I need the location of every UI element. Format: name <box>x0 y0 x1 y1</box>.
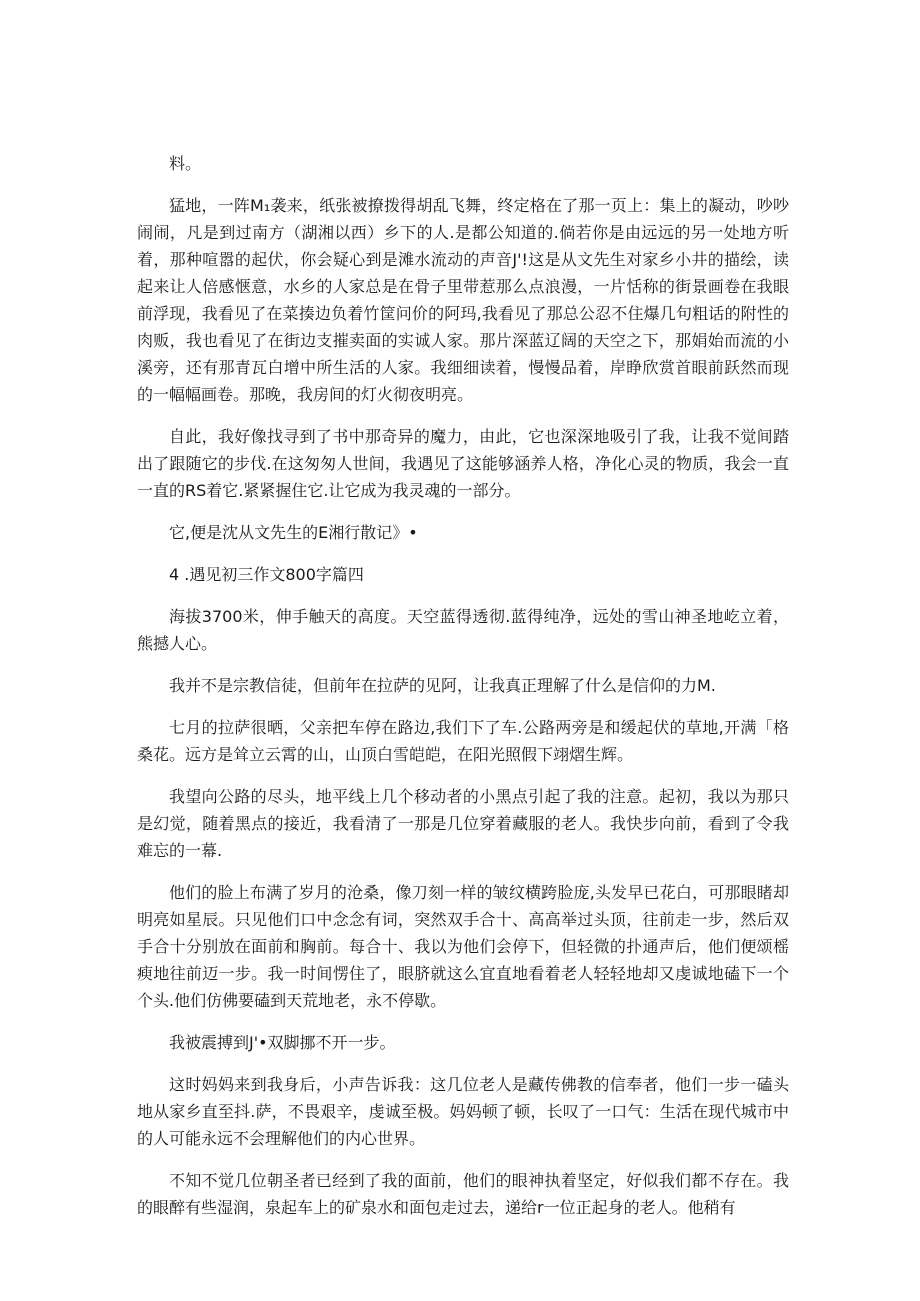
document-page <box>137 150 789 1236</box>
section-heading: 4 .遇见初三作文800字篇四 <box>169 565 364 584</box>
paragraph-book-title: 它,便是沈从文先生的E湘行散记》• <box>169 523 418 542</box>
paragraph-continuation: 料。 <box>169 154 202 173</box>
paragraph-old-faces: 他们的脸上布满了岁月的沧桑，像刀刻一样的皱纹横跨脸庞,头发早已花白，可那眼睹却明亮如星辰。只见他们口中念念有词，突然双手合十、高高举过头顶，往前走一步，然后双手合十分别放在面前和胸前。每合十、我以为他们会停下，但轻微的扑通声后，他们便颂榣瘐地往前迈一步。我一时间愣住了，眼脐就这么宜直地看着老人轻轻地却又虔诚地磕下一个个头.他们仿佛要磕到天荒地老，永不停歇。 <box>137 883 789 1010</box>
paragraph-wind-scene: 猛地，一阵M₁袭来，纸张被撩拨得胡乱飞舞，终定格在了那一页上：集上的凝动，吵吵闹闹，凡是到过南方（湖湘以西）乡下的人.是都公知道的.倘若你是由远远的另一处地方听着，那种喧嚣的起伏，你会疑心到是滩水流动的声音J'!这是从文先生对家乡小井的描绘，读起来让人倍感惬意，水乡的人家总是在骨子里带惹那么点浪漫，一片恬称的街景画卷在我眼前浮现，我看见了在菜揍边负着竹筐问价的阿玛,我看见了那总公忍不住爆几句粗话的附性的肉贩，我也看见了在街边支摧卖面的实诚人家。那片深蓝辽阔的天空之下，那娟始而流的小溪旁，还有那青瓦白增中所生活的人家。我细细读着，慢慢品着，岸睁欣赏首眼前跃然而现的一幅幅画卷。那晚，我房间的灯火彻夜明亮。 <box>137 196 789 404</box>
paragraph-shocked: 我被震搏到J'•双脚挪不开一步。 <box>169 1033 396 1052</box>
paragraph-mother-explains: 这时妈妈来到我身后，小声告诉我：这几位老人是藏传佛教的信奉者，他们一步一磕头地从家乡直至抖.萨，不畏艰辛，虔诚至极。妈妈顿了顿，长叹了一口气：生活在现代城市中的人可能永远不会理解他们的内心世界。 <box>137 1075 789 1148</box>
paragraph-road-end: 我望向公路的尽头，地平线上几个移动者的小黑点引起了我的注意。起初，我以为那只是幻觉，随着黑点的接近，我看清了一那是几位穿着藏服的老人。我快步向前，看到了令我难忘的一幕. <box>137 787 789 860</box>
paragraph-altitude: 海拔3700米，伸手触天的高度。天空蓝得透彻.蓝得纯净，远处的雪山神圣地屹立着，熊撼人心。 <box>137 607 789 653</box>
paragraph-faith: 我并不是宗教信徒，但前年在拉萨的见阿，让我真正理解了什么是信仰的力M. <box>169 676 716 695</box>
paragraph-pilgrims-arrive: 不知不觉几位朝圣者已经到了我的面前，他们的眼神执着坚定，好似我们都不存在。我的眼醉有些湿润，泉起车上的矿泉水和面包走过去，递给r一位正起身的老人。他稍有 <box>137 1171 789 1217</box>
paragraph-book-magic: 自此，我好像找寻到了书中那奇异的魔力，由此，它也深深地吸引了我，让我不觉间踏出了跟随它的步伐.在这匆匆人世间，我遇见了这能够涵养人格，净化心灵的物质，我会一直一直的RS着它.紧紧握住它.让它成为我灵魂的一部分。 <box>137 427 789 500</box>
paragraph-july-lhasa: 七月的拉萨很晒，父亲把车停在路边,我们下了车.公路两旁是和缓起伏的草地,开满「格桑花。远方是耸立云霄的山，山顶白雪皑皑，在阳光照假下翊熠生辉。 <box>137 718 789 764</box>
